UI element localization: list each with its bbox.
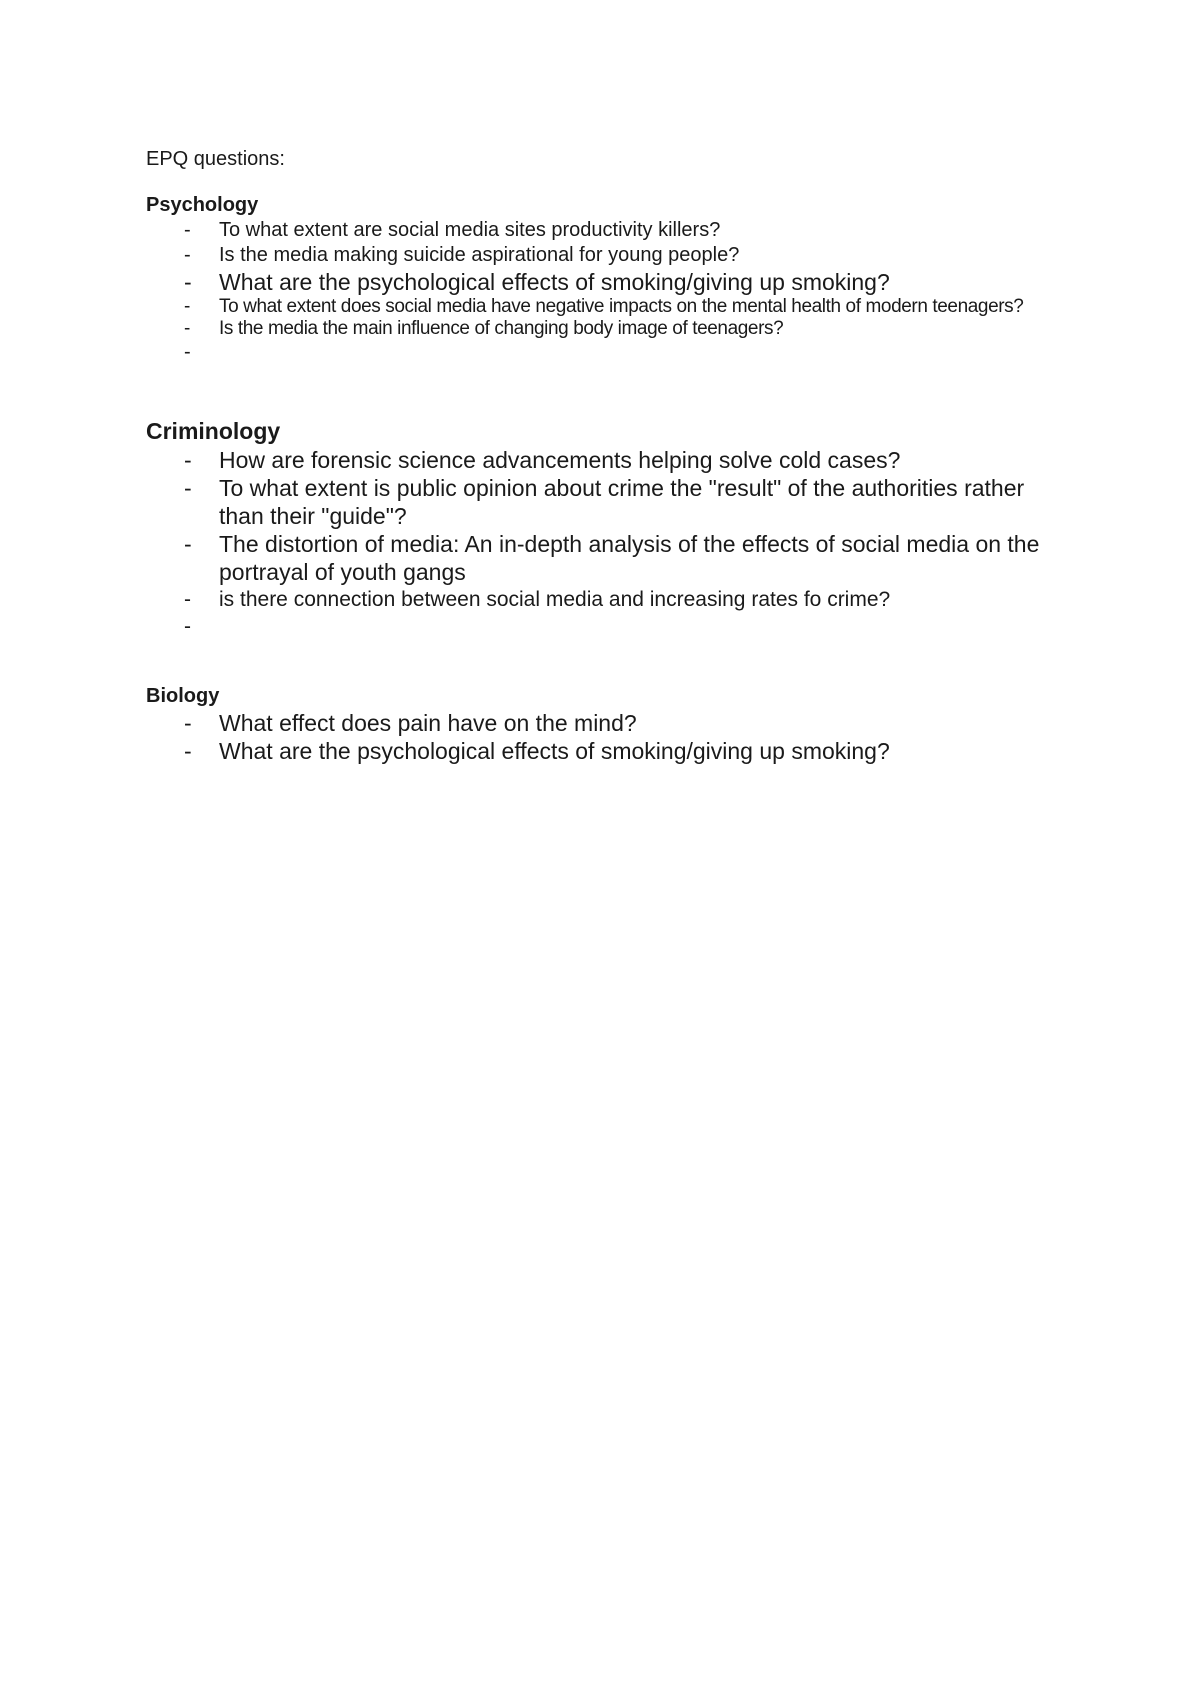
list-item xyxy=(146,296,1066,318)
section-criminology xyxy=(146,416,1066,639)
section-heading-criminology: Criminology xyxy=(146,418,281,444)
list-item-empty xyxy=(146,613,1066,639)
question-text: To what extent is public opinion about crime the "result" of the authorities rather than their "guide"? xyxy=(219,475,1025,529)
section-heading-psychology: Psychology xyxy=(146,194,259,216)
list-item xyxy=(146,709,1066,737)
question-text: The distortion of media: An in-depth analysis of the effects of social media on the portrayal of youth gangs xyxy=(219,531,1040,585)
document-body xyxy=(146,146,1066,765)
question-text: How are forensic science advancements helping solve cold cases? xyxy=(219,447,901,473)
list-item xyxy=(146,737,1066,765)
list-item-empty xyxy=(146,340,1066,366)
document-title: EPQ questions: xyxy=(146,148,285,170)
list-item xyxy=(146,586,1066,613)
bullet-dash: - xyxy=(184,710,192,736)
bullet-dash: - xyxy=(184,447,192,473)
bullet-dash: - xyxy=(184,475,192,501)
section-heading-biology: Biology xyxy=(146,685,220,707)
psychology-question-list xyxy=(146,218,1066,366)
bullet-dash: - xyxy=(184,588,191,611)
list-item xyxy=(146,268,1066,296)
question-text: What are the psychological effects of smoking/giving up smoking? xyxy=(219,269,890,295)
bullet-dash: - xyxy=(184,318,190,339)
criminology-question-list xyxy=(146,446,1066,639)
question-text: Is the media the main influence of changing body image of teenagers? xyxy=(219,318,784,339)
list-item xyxy=(146,446,1066,474)
question-text: To what extent are social media sites productivity killers? xyxy=(219,219,721,241)
list-item xyxy=(146,318,1066,340)
list-item xyxy=(146,243,1066,268)
question-text: is there connection between social media and increasing rates fo crime? xyxy=(219,588,891,611)
list-item xyxy=(146,218,1066,243)
question-text: Is the media making suicide aspirational for young people? xyxy=(219,244,740,266)
question-text: What are the psychological effects of smoking/giving up smoking? xyxy=(219,738,890,764)
question-text: To what extent does social media have negative impacts on the mental health of modern teenagers? xyxy=(219,296,1024,317)
bullet-dash: - xyxy=(184,615,191,638)
section-psychology xyxy=(146,192,1066,366)
list-item xyxy=(146,530,1066,586)
list-item xyxy=(146,474,1066,530)
bullet-dash: - xyxy=(184,244,191,266)
bullet-dash: - xyxy=(184,269,192,295)
bullet-dash: - xyxy=(184,296,190,317)
question-text: What effect does pain have on the mind? xyxy=(219,710,637,736)
bullet-dash: - xyxy=(184,531,192,557)
section-biology xyxy=(146,683,1066,765)
bullet-dash: - xyxy=(184,219,191,241)
bullet-dash: - xyxy=(184,341,191,363)
biology-question-list xyxy=(146,709,1066,765)
bullet-dash: - xyxy=(184,738,192,764)
section-spacer xyxy=(146,639,1066,683)
section-spacer xyxy=(146,366,1066,416)
